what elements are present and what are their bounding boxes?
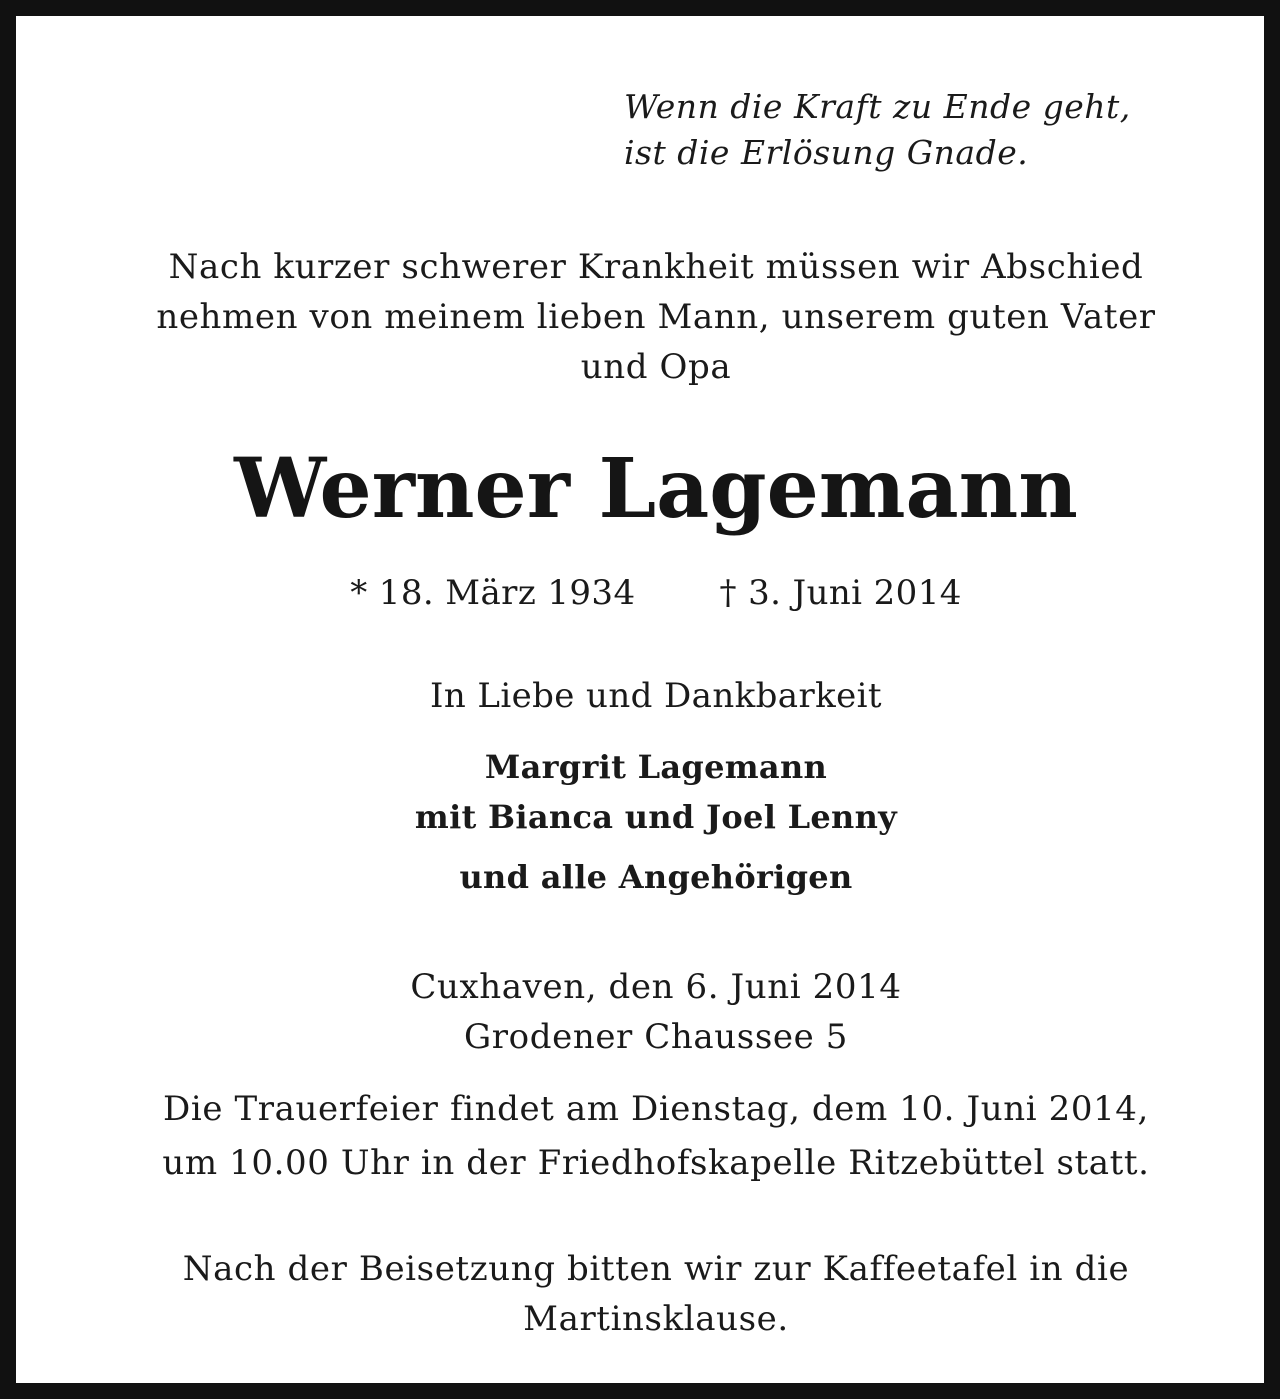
reception-info — [56, 1244, 1256, 1344]
place-line-2: Grodener Chaussee 5 — [464, 1017, 848, 1057]
mourner-line-2: mit Bianca und Joel Lenny — [414, 798, 898, 836]
ceremony-line-2: um 10.00 Uhr in der Friedhofskapelle Ritzebüttel statt. — [162, 1143, 1150, 1183]
gratitude-line: In Liebe und Dankbarkeit — [430, 676, 882, 716]
intro-line-1: Nach kurzer schwerer Krankheit müssen wir Abschied — [168, 247, 1144, 287]
mourner-line-1: Margrit Lagemann — [484, 748, 828, 786]
reception-line-1: Nach der Beisetzung bitten wir zur Kaffeetafel in die — [182, 1249, 1130, 1289]
motto-line-1: Wenn die Kraft zu Ende geht, — [624, 87, 1131, 126]
deceased-name: Werner Lagemann — [234, 441, 1078, 537]
birth-date: * 18. März 1934 — [350, 573, 636, 613]
motto-quote — [624, 84, 1244, 176]
intro-line-3: und Opa — [580, 347, 732, 387]
life-dates — [56, 570, 1256, 616]
intro-line-2: nehmen von meinem lieben Mann, unserem guten Vater — [156, 297, 1156, 337]
place-and-date — [56, 962, 1256, 1062]
death-date: † 3. Juni 2014 — [719, 573, 962, 613]
intro-text — [56, 242, 1256, 392]
reception-line-2: Martinsklause. — [523, 1299, 789, 1339]
funeral-service-info — [56, 1082, 1256, 1190]
ceremony-line-1: Die Trauerfeier findet am Dienstag, dem 10. Juni 2014, — [163, 1089, 1149, 1129]
mourners-block — [56, 742, 1256, 910]
motto-line-2: ist die Erlösung Gnade. — [624, 133, 1029, 172]
place-line-1: Cuxhaven, den 6. Juni 2014 — [410, 967, 902, 1007]
mourner-line-3: und alle Angehörigen — [459, 858, 853, 896]
